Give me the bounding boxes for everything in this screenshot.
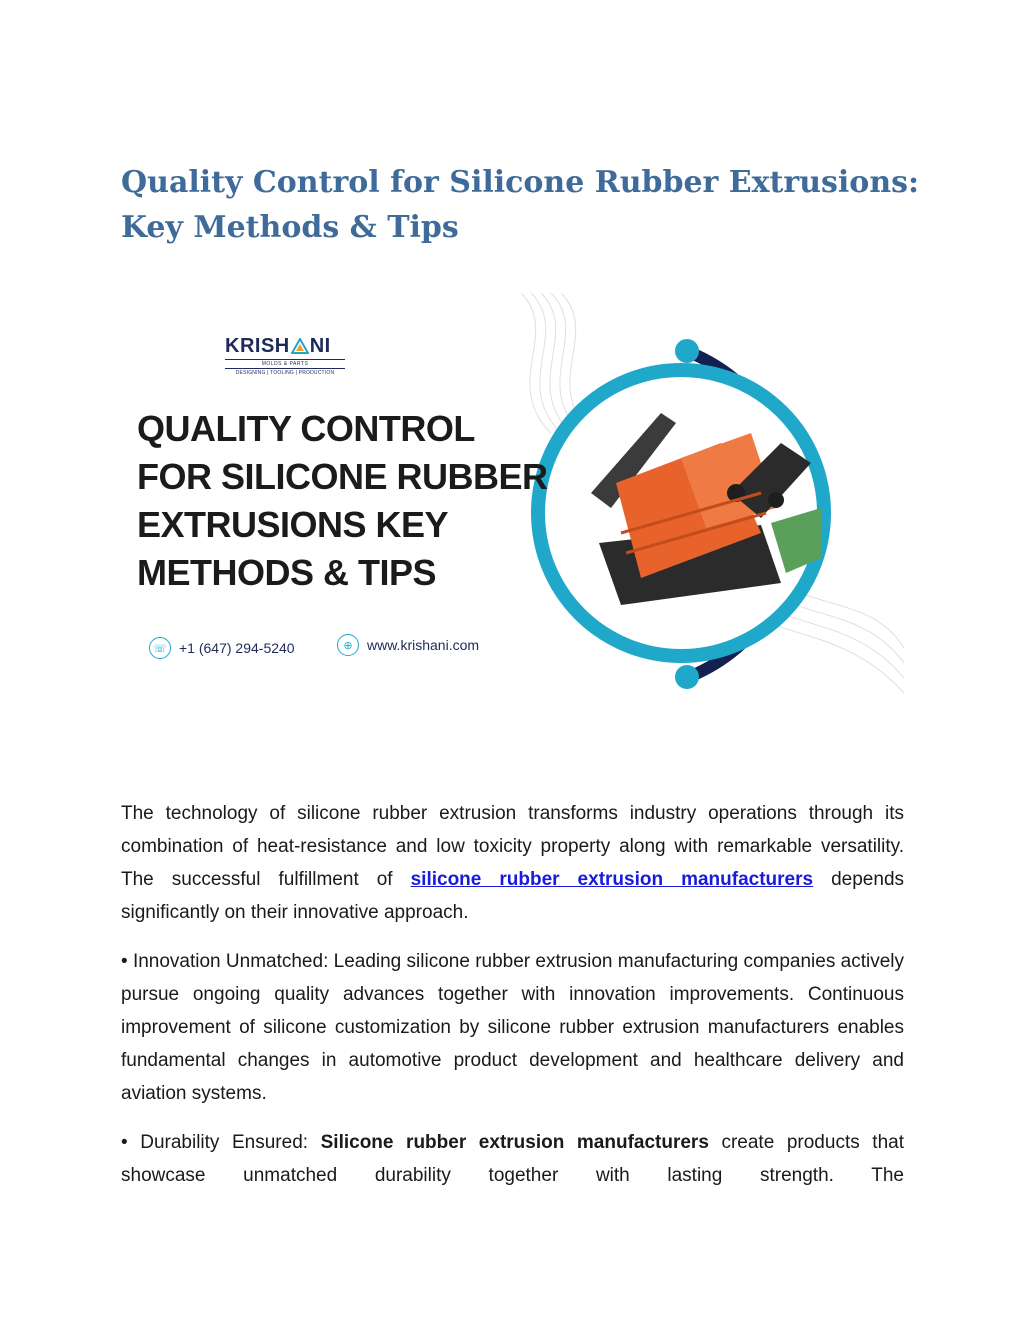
- phone-number: +1 (647) 294-5240: [179, 640, 295, 656]
- logo-tagline: DESIGNING | TOOLING | PRODUCTION: [235, 370, 335, 376]
- phone-contact: [149, 637, 295, 659]
- krishani-logo: [225, 335, 345, 376]
- logo-triangle-icon: [291, 338, 309, 354]
- title-line-1: Quality Control for Silicone Rubber Extrusions:: [121, 165, 920, 200]
- title-line-2: Key Methods & Tips: [121, 210, 459, 245]
- paragraph-durability: • Durability Ensured: Silicone rubber extrusion manufacturers create products that showcase unmatched durability together with lasting strength. The: [121, 1132, 904, 1186]
- logo-word-right: NI: [309, 334, 331, 357]
- globe-icon: ⊕: [337, 634, 359, 656]
- arc-bottom-dot: [675, 665, 699, 689]
- website-url: www.krishani.com: [367, 637, 480, 653]
- paragraph-innovation: • Innovation Unmatched: Leading silicone rubber extrusion manufacturing companies actively pursue ongoing quality advances together with innovation improvements. Continuous improvement of silicone customization by silicone rubber extrusion manufacturers enables fundamental changes in automotive product development and healthcare delivery and aviation systems.: [121, 951, 904, 1104]
- headline-line-3: EXTRUSIONS KEY: [137, 504, 449, 545]
- headline-line-4: METHODS & TIPS: [137, 552, 437, 593]
- website-contact: [337, 634, 479, 656]
- manufacturers-link[interactable]: silicone rubber extrusion manufacturers: [410, 869, 814, 890]
- arc-top-dot: [675, 339, 699, 363]
- logo-subtitle: MOLDS & PARTS: [225, 359, 345, 369]
- page-title: [121, 160, 921, 250]
- phone-icon: ☏: [149, 637, 171, 659]
- bold-manufacturers: Silicone rubber extrusion manufacturers: [320, 1132, 709, 1153]
- hero-banner-image: [121, 293, 904, 735]
- banner-headline: [137, 405, 557, 597]
- logo-word-left: KRISH: [225, 334, 290, 357]
- headline-line-1: QUALITY CONTROL: [137, 408, 475, 449]
- headline-line-2: FOR SILICONE RUBBER: [137, 456, 548, 497]
- paragraph-intro: The technology of silicone rubber extrusion transforms industry operations through its combination of heat-resistance and low toxicity property along with remarkable versatility. The successful fulfillment of silicone rubber extrusion manufacturers depends significantly on their innovative approach.: [121, 803, 905, 923]
